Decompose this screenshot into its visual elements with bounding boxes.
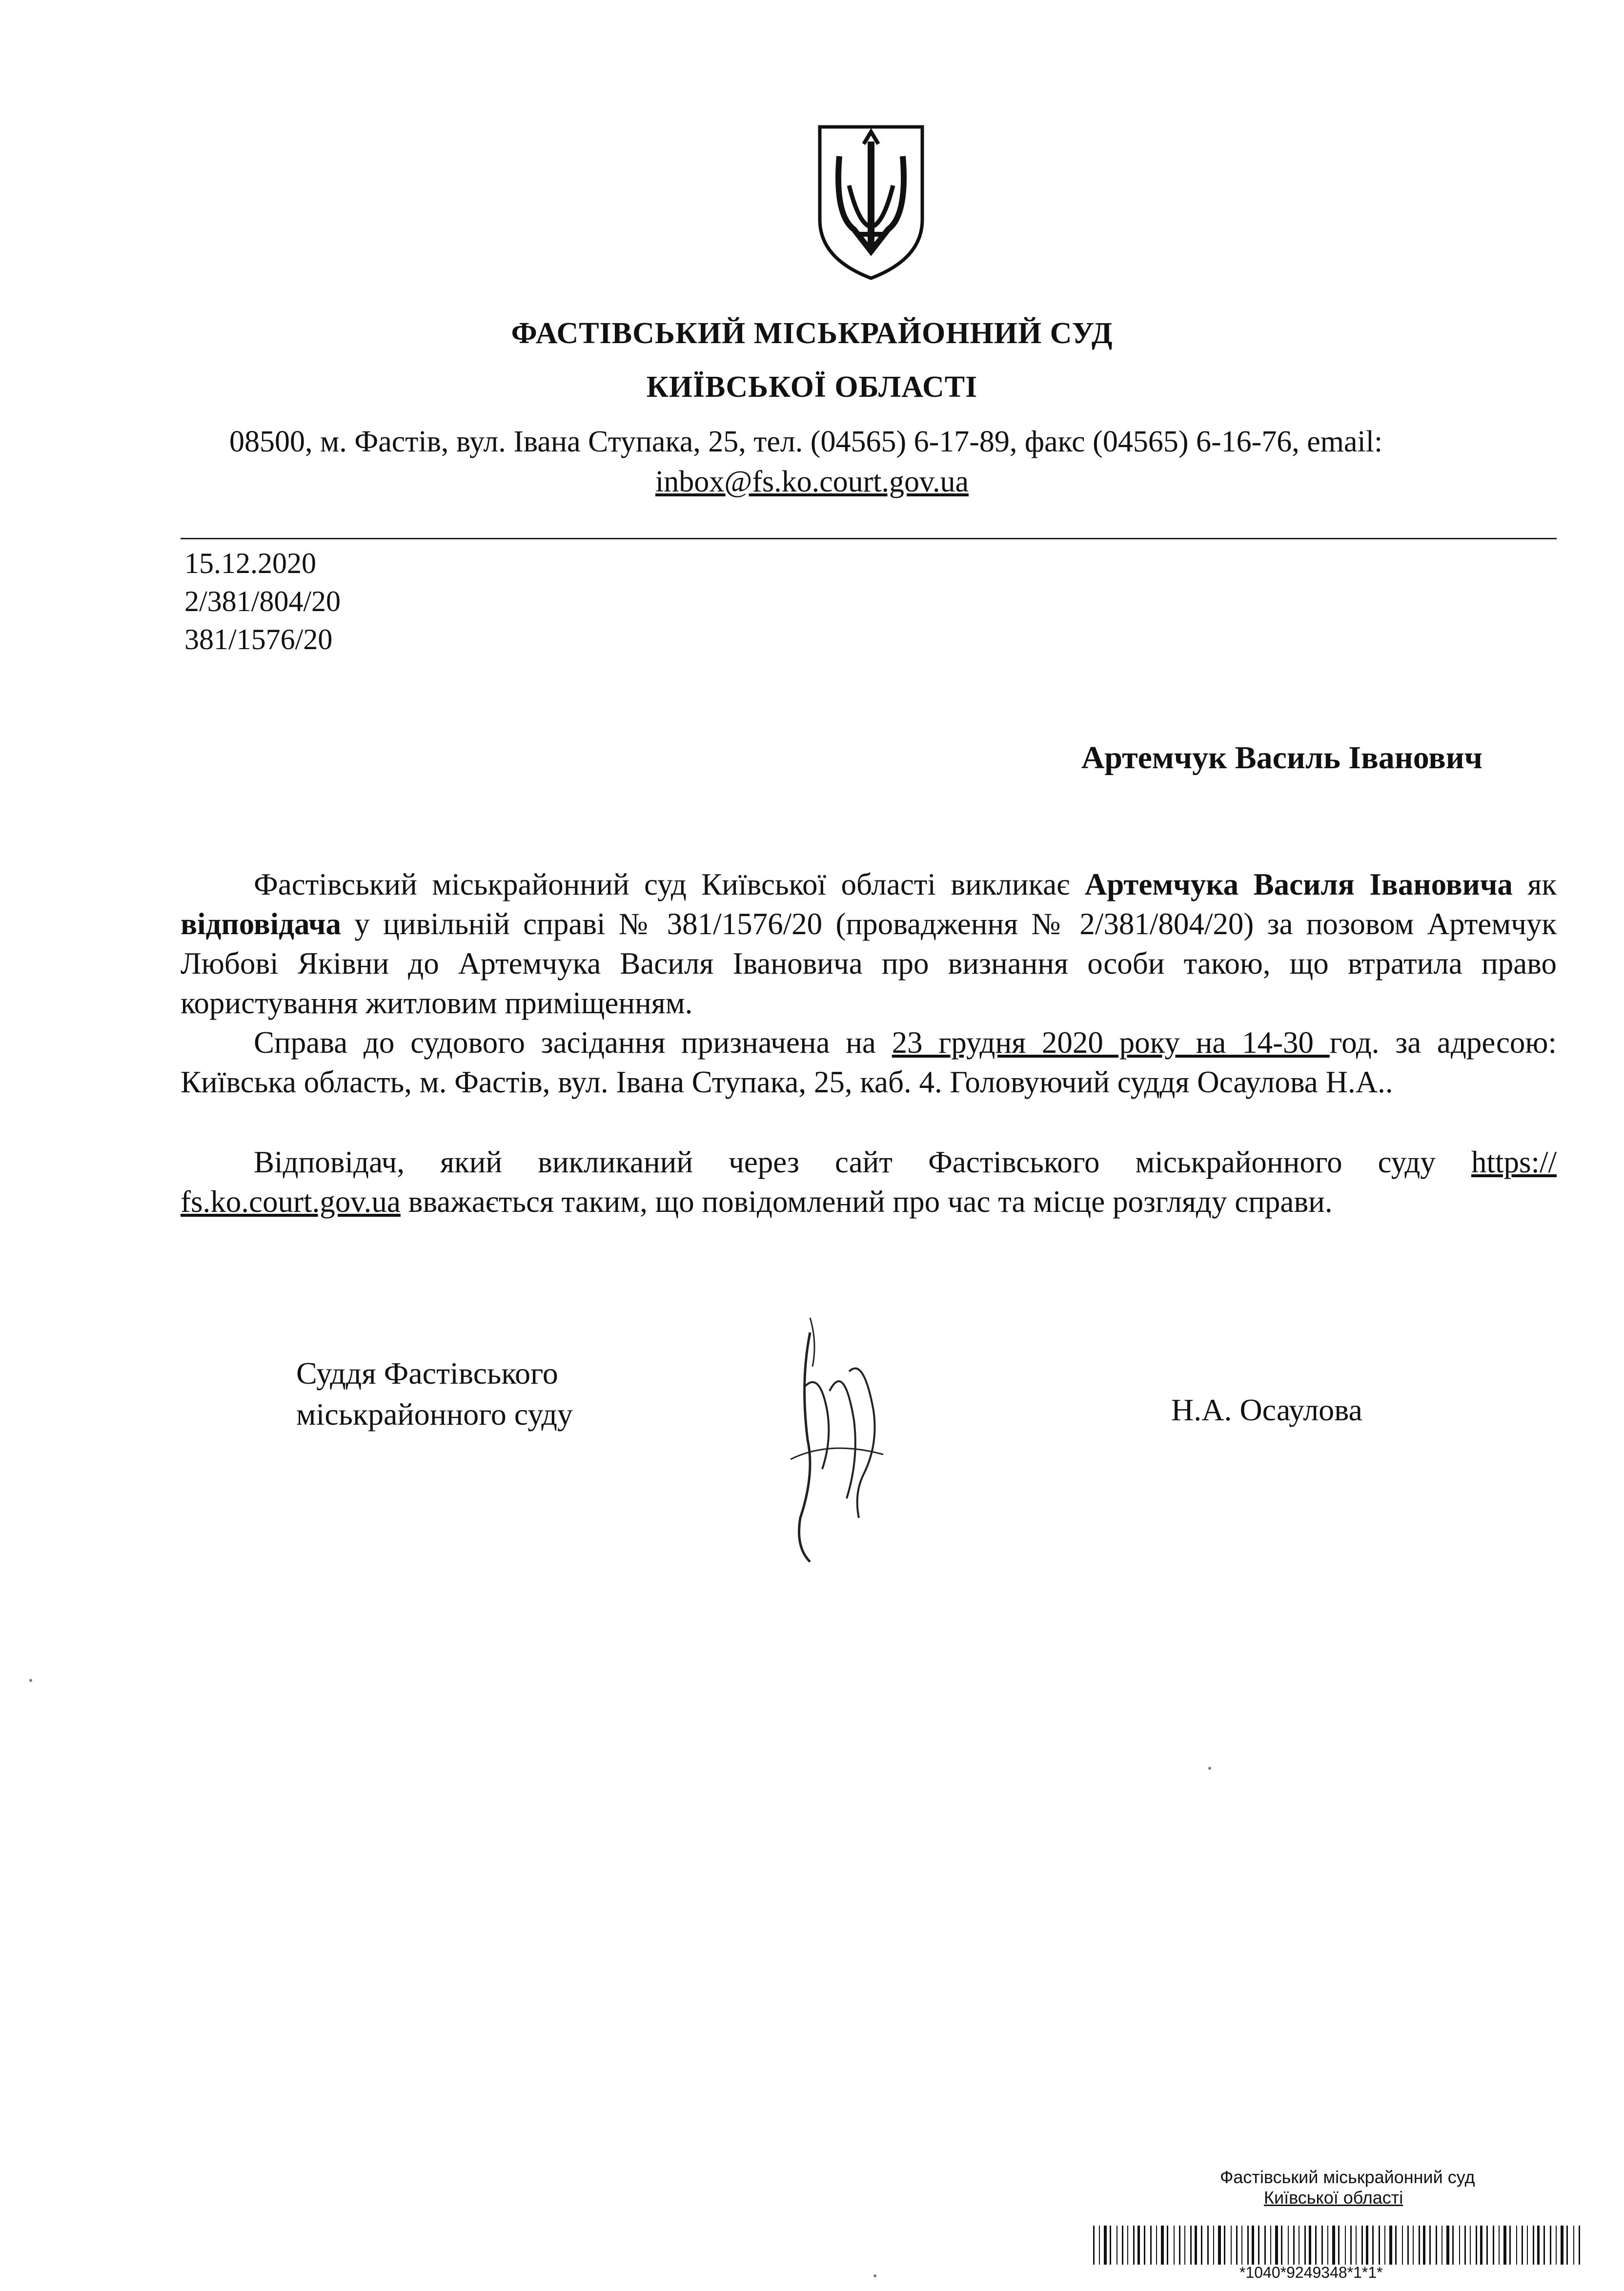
recipient-name: Артемчук Василь Іванович xyxy=(1081,740,1482,776)
barcode-bar xyxy=(1389,2226,1392,2265)
coat-of-arms-trident-icon xyxy=(810,122,932,283)
barcode-bar xyxy=(1566,2226,1568,2265)
barcode-bar xyxy=(1423,2226,1425,2265)
p1-intro: Фастівський міськрайонний суд Київської області викликає xyxy=(254,867,1085,901)
barcode-bar xyxy=(1516,2226,1517,2265)
barcode-icon xyxy=(1093,2226,1586,2265)
barcode-bar xyxy=(1556,2226,1557,2265)
p1-rest: у цивільній справі № 381/1576/20 (провадження № 2/381/804/20) за позовом Артемчук Любові Яківни до Артемчука Василя Івановича про визнання особи такою, що втратила право користування житловим приміщенням. xyxy=(181,907,1557,1020)
document-date: 15.12.2020 xyxy=(184,547,316,579)
registration-stamp xyxy=(1093,2167,1586,2208)
barcode-bar xyxy=(1499,2226,1500,2265)
court-email-row xyxy=(0,465,1624,499)
barcode-bar xyxy=(1195,2226,1197,2265)
barcode-bar xyxy=(1167,2226,1168,2265)
barcode-bar xyxy=(1137,2226,1140,2265)
barcode-bar xyxy=(1446,2226,1449,2265)
court-name-line1: ФАСТІВСЬКИЙ МІСЬКРАЙОННИЙ СУД xyxy=(511,317,1113,350)
scan-speck xyxy=(1208,1767,1211,1770)
barcode-bar xyxy=(1309,2226,1311,2265)
signatory-title-line1: Суддя Фастівського xyxy=(296,1356,558,1391)
barcode-bar xyxy=(1533,2226,1534,2265)
barcode-bar xyxy=(1293,2226,1295,2265)
barcode-bar xyxy=(1573,2226,1574,2265)
barcode-bar xyxy=(1452,2226,1454,2265)
barcode-bar xyxy=(1150,2226,1152,2265)
barcode-bar xyxy=(1407,2226,1409,2265)
barcode-bar xyxy=(1231,2226,1232,2265)
barcode-bar xyxy=(1190,2226,1192,2265)
barcode-bar xyxy=(1321,2226,1323,2265)
p2-start: Справа до судового засідання призначена на xyxy=(254,1025,892,1060)
barcode-bar xyxy=(1174,2226,1175,2265)
barcode-bar xyxy=(1247,2226,1249,2265)
barcode-bar xyxy=(1537,2226,1540,2265)
barcode-bar xyxy=(1366,2226,1368,2265)
hearing-datetime: 23 грудня 2020 року на 14-30 xyxy=(892,1025,1330,1060)
signatory-title-line2: міськрайонного суду xyxy=(296,1397,573,1432)
barcode-bar xyxy=(1332,2226,1335,2265)
barcode-bar xyxy=(1281,2226,1282,2265)
barcode-bar xyxy=(1093,2226,1095,2265)
p3-rest: вважається таким, що повідомлений про час та місце розгляду справи. xyxy=(400,1185,1333,1219)
barcode-bar xyxy=(1413,2226,1414,2265)
barcode-bar xyxy=(1459,2226,1460,2265)
court-website-link[interactable]: https:// fs.ko.court.gov.ua xyxy=(181,1145,1557,1219)
barcode-bar xyxy=(1350,2226,1352,2265)
stamp-court-name: Фастівський міськрайонний суд xyxy=(1220,2167,1475,2187)
barcode-bar xyxy=(1201,2226,1202,2265)
barcode-bar xyxy=(1384,2226,1385,2265)
barcode-bar xyxy=(1480,2226,1482,2265)
summons-paragraph-2 xyxy=(181,1023,1557,1102)
barcode-bar xyxy=(1395,2226,1397,2265)
barcode-bar xyxy=(1179,2226,1180,2265)
barcode-bar xyxy=(1486,2226,1488,2265)
barcode-bar xyxy=(1436,2226,1437,2265)
barcode-bar xyxy=(1579,2226,1580,2265)
barcode-bar xyxy=(1110,2226,1111,2265)
barcode-bar xyxy=(1379,2226,1380,2265)
barcode-bar xyxy=(1161,2226,1164,2265)
barcode-bar xyxy=(1543,2226,1545,2265)
scan-speck xyxy=(29,1679,32,1682)
header-divider xyxy=(181,538,1557,539)
summons-paragraph-3 xyxy=(181,1143,1557,1222)
barcode-bar xyxy=(1224,2226,1225,2265)
court-address: 08500, м. Фастів, вул. Івана Ступака, 25, тел. (04565) 6-17-89, факс (04565) 6-16-76, email: xyxy=(229,425,1383,458)
barcode-bar xyxy=(1338,2226,1340,2265)
barcode-number: *1040*9249348*1*1* xyxy=(1239,2264,1383,2281)
barcode-bar xyxy=(1258,2226,1259,2265)
p1-role: відповідача xyxy=(181,907,342,941)
barcode-bar xyxy=(1493,2226,1494,2265)
barcode-bar xyxy=(1356,2226,1357,2265)
p3-start: Відповідач, який викликаний через сайт Фастівського міськрайонного суду xyxy=(254,1145,1471,1179)
barcode-bar xyxy=(1156,2226,1157,2265)
barcode-bar xyxy=(1361,2226,1363,2265)
barcode-bar xyxy=(1275,2226,1278,2265)
case-number: 381/1576/20 xyxy=(184,623,333,655)
court-name-line2: КИЇВСЬКОЇ ОБЛАСТІ xyxy=(646,370,978,404)
barcode-bar xyxy=(1327,2226,1328,2265)
barcode-bar xyxy=(1527,2226,1528,2265)
handwritten-signature-icon xyxy=(781,1313,893,1567)
barcode-bar xyxy=(1402,2226,1403,2265)
barcode-bar xyxy=(1144,2226,1145,2265)
court-email-link[interactable]: inbox@fs.ko.court.gov.ua xyxy=(655,465,969,498)
barcode-bar xyxy=(1561,2226,1563,2265)
barcode-bar xyxy=(1184,2226,1185,2265)
barcode-bar xyxy=(1509,2226,1511,2265)
barcode-bar xyxy=(1270,2226,1271,2265)
barcode-bar xyxy=(1441,2226,1442,2265)
barcode-bar xyxy=(1252,2226,1254,2265)
summons-paragraph-1 xyxy=(181,865,1557,1023)
stamp-region: Київської області xyxy=(1264,2188,1403,2208)
proceeding-number: 2/381/804/20 xyxy=(184,585,341,617)
judge-name: Н.А. Осаулова xyxy=(1171,1392,1362,1427)
barcode-bar xyxy=(1372,2226,1374,2265)
barcode-bar xyxy=(1133,2226,1135,2265)
barcode-bar xyxy=(1127,2226,1128,2265)
barcode-bar xyxy=(1419,2226,1420,2265)
barcode-bar xyxy=(1218,2226,1221,2265)
barcode-bar xyxy=(1550,2226,1551,2265)
barcode-bar xyxy=(1116,2226,1117,2265)
p1-defendant-name: Артемчука Василя Івановича xyxy=(1084,867,1513,901)
barcode-bar xyxy=(1304,2226,1306,2265)
barcode-bar xyxy=(1236,2226,1238,2265)
barcode-bar xyxy=(1470,2226,1471,2265)
barcode-bar xyxy=(1241,2226,1242,2265)
barcode-bar xyxy=(1476,2226,1477,2265)
barcode-bar xyxy=(1264,2226,1266,2265)
signatory-title xyxy=(296,1353,573,1435)
barcode-bar xyxy=(1288,2226,1289,2265)
barcode-bar xyxy=(1429,2226,1431,2265)
barcode-bar xyxy=(1315,2226,1317,2265)
barcode-bar xyxy=(1099,2226,1100,2265)
barcode-bar xyxy=(1207,2226,1209,2265)
p2-rest: год. за адресою: Київська область, м. Фастів, вул. Івана Ступака, 25, каб. 4. Головуючий суддя Осаулова Н.А.. xyxy=(181,1025,1557,1099)
barcode-bar xyxy=(1213,2226,1214,2265)
barcode-bar xyxy=(1345,2226,1346,2265)
p1-as: як xyxy=(1512,867,1557,901)
barcode-bar xyxy=(1122,2226,1123,2265)
barcode-bar xyxy=(1104,2226,1107,2265)
barcode-bar xyxy=(1522,2226,1523,2265)
barcode-bar xyxy=(1464,2226,1466,2265)
barcode-bar xyxy=(1503,2226,1506,2265)
scan-speck xyxy=(873,2274,876,2277)
